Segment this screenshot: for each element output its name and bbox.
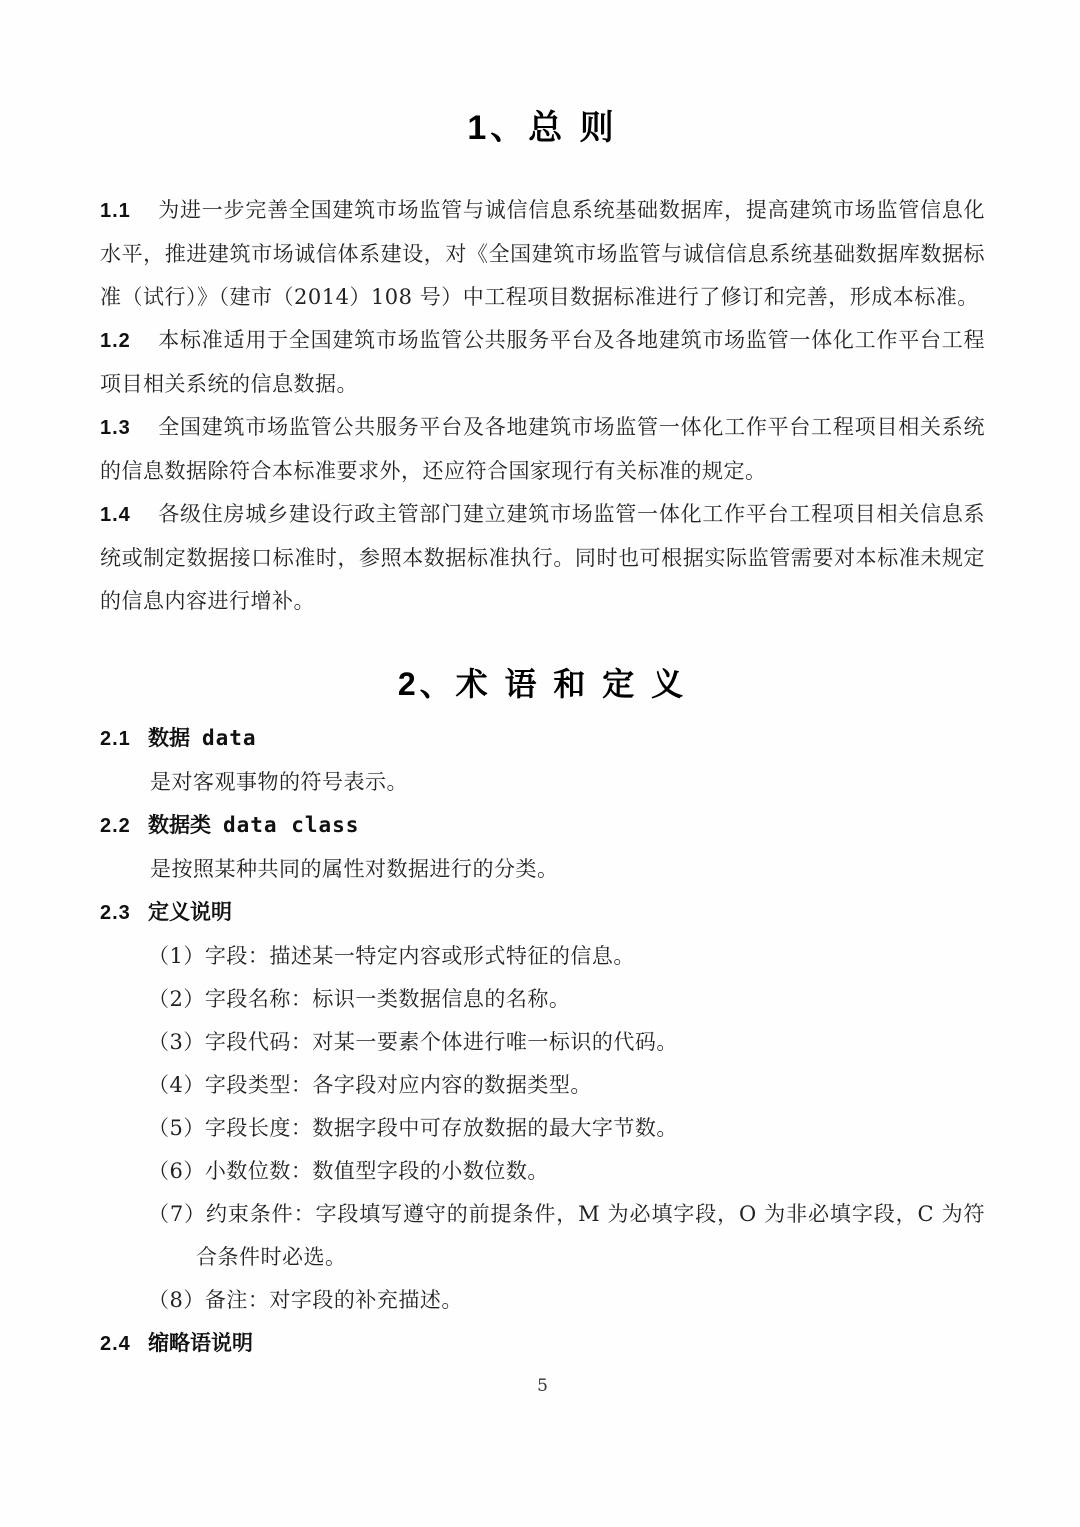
- term-number: 2.4: [100, 1333, 131, 1355]
- abbreviations-heading-2-4: [100, 1322, 985, 1366]
- definition-item-8: （8）备注：对字段的补充描述。: [148, 1288, 463, 1312]
- definition-item-7: （7）约束条件：字段填写遵守的前提条件，M 为必填字段，O 为非必填字段，C 为符合条件时必选。: [148, 1202, 985, 1269]
- term-number: 2.2: [100, 815, 131, 837]
- term-definition-2-2: 是按照某种共同的属性对数据进行的分类。: [150, 857, 559, 881]
- definition-item-1: （1）字段：描述某一特定内容或形式特征的信息。: [148, 944, 635, 968]
- definition-item-4: （4）字段类型：各字段对应内容的数据类型。: [148, 1073, 592, 1097]
- definitions-heading-2-3: [100, 891, 985, 935]
- section-2-title: 2、术 语 和 定 义: [397, 666, 688, 702]
- clause-number: 1.1: [100, 200, 131, 222]
- clause-text: 为进一步完善全国建筑市场监管与诚信信息系统基础数据库，提高建筑市场监管信息化水平，推进建筑市场诚信体系建设，对《全国建筑市场监管与诚信信息系统基础数据库数据标准（试行）》（建市（2014）108 号）中工程项目数据标准进行了修订和完善，形成本标准。: [100, 198, 985, 309]
- clause-text: 各级住房城乡建设行政主管部门建立建筑市场监管一体化工作平台工程项目相关信息系统或制定数据接口标准时，参照本数据标准执行。同时也可根据实际监管需要对本标准未规定的信息内容进行增补。: [100, 502, 985, 613]
- definition-item-6: （6）小数位数：数值型字段的小数位数。: [148, 1159, 549, 1183]
- term-name-zh: 数据类: [148, 814, 211, 837]
- term-name-en: data: [202, 726, 257, 750]
- term-name-en: data class: [223, 813, 360, 837]
- definition-item-2: （2）字段名称：标识一类数据信息的名称。: [148, 987, 571, 1011]
- term-definition-2-1: 是对客观事物的符号表示。: [150, 770, 408, 794]
- clause-1-1: [100, 189, 985, 319]
- clause-1-4: [100, 493, 985, 623]
- heading-label: 定义说明: [148, 901, 232, 924]
- heading-label: 缩略语说明: [148, 1332, 253, 1355]
- clause-1-2: [100, 319, 985, 406]
- term-name-zh: 数据: [148, 727, 190, 750]
- clause-1-3: [100, 406, 985, 493]
- section-1-title: 1、总 则: [467, 109, 618, 147]
- term-heading-2-1: [100, 717, 985, 761]
- term-number: 2.1: [100, 728, 131, 750]
- clause-text: 本标准适用于全国建筑市场监管公共服务平台及各地建筑市场监管一体化工作平台工程项目相关系统的信息数据。: [100, 328, 985, 396]
- definition-item-3: （3）字段代码：对某一要素个体进行唯一标识的代码。: [148, 1030, 678, 1054]
- term-number: 2.3: [100, 902, 131, 924]
- clause-text: 全国建筑市场监管公共服务平台及各地建筑市场监管一体化工作平台工程项目相关系统的信息数据除符合本标准要求外，还应符合国家现行有关标准的规定。: [100, 415, 985, 483]
- clause-number: 1.4: [100, 504, 131, 526]
- term-heading-2-2: [100, 804, 985, 848]
- clause-number: 1.2: [100, 330, 131, 352]
- definition-item-5: （5）字段长度：数据字段中可存放数据的最大字节数。: [148, 1116, 678, 1140]
- clause-number: 1.3: [100, 417, 131, 439]
- page-number: 5: [537, 1376, 548, 1396]
